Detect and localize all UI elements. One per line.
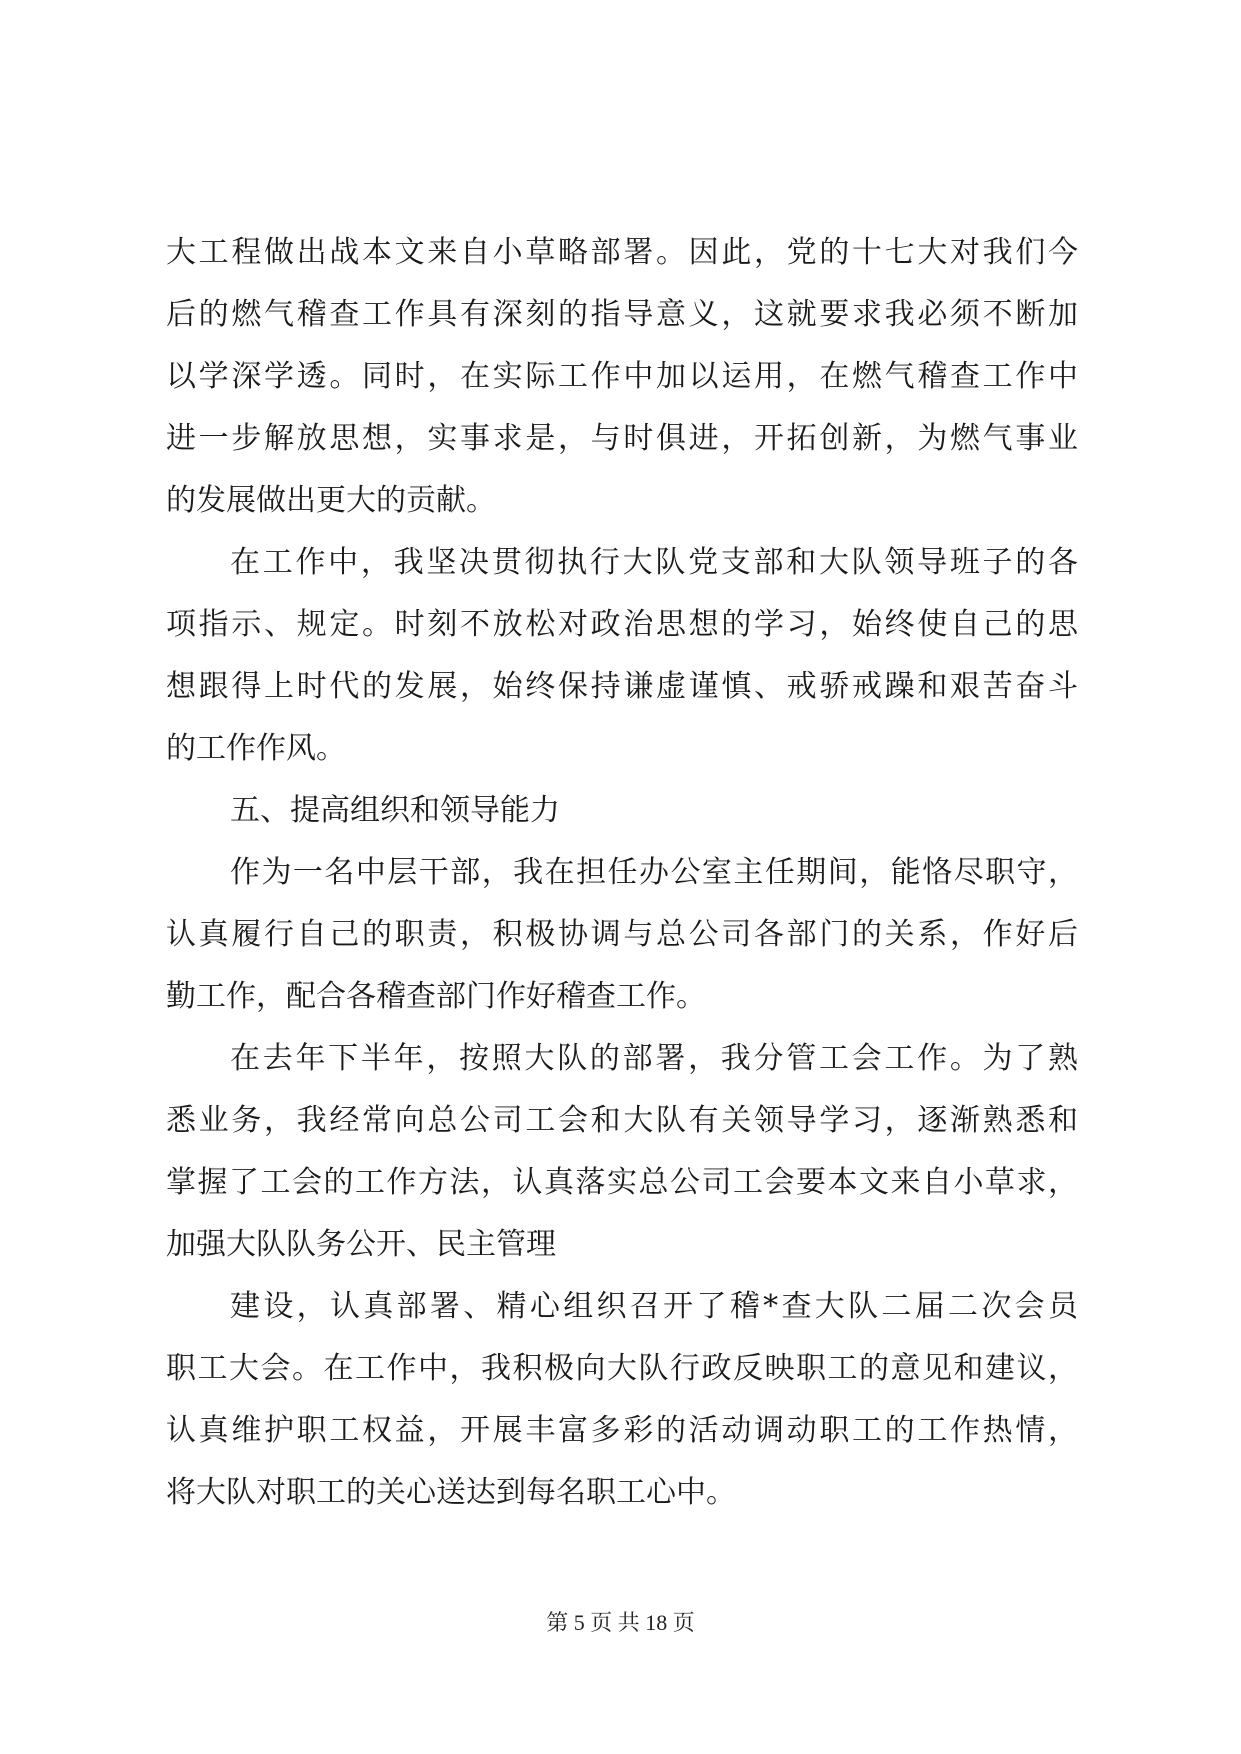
text-line: 进一步解放思想，实事求是，与时俱进，开拓创新，为燃气事业 [166, 421, 1078, 456]
text-line: 职工大会。在工作中，我积极向大队行政反映职工的意见和建议， [166, 1351, 1078, 1386]
text-line: 掌握了工会的工作方法，认真落实总公司工会要本文来自小草求， [166, 1165, 1078, 1200]
text-line: 建设，认真部署、精心组织召开了稽*查大队二届二次会员 [230, 1289, 1078, 1324]
text-line: 后的燃气稽查工作具有深刻的指导意义，这就要求我必须不断加 [166, 297, 1078, 332]
text-line: 将大队对职工的关心送达到每名职工心中。 [166, 1475, 736, 1510]
text-line: 的工作作风。 [166, 731, 346, 766]
text-line: 的发展做出更大的贡献。 [166, 483, 496, 518]
text-line: 想跟得上时代的发展，始终保持谦虚谨慎、戒骄戒躁和艰苦奋斗 [166, 669, 1078, 704]
text-line: 在工作中，我坚决贯彻执行大队党支部和大队领导班子的各 [230, 545, 1078, 580]
text-line: 认真维护职工权益，开展丰富多彩的活动调动职工的工作热情， [166, 1413, 1078, 1448]
text-line: 以学深学透。同时，在实际工作中加以运用，在燃气稽查工作中 [166, 359, 1078, 394]
text-line: 加强大队队务公开、民主管理 [166, 1227, 556, 1262]
text-line: 项指示、规定。时刻不放松对政治思想的学习，始终使自己的思 [166, 607, 1078, 642]
text-line: 作为一名中层干部，我在担任办公室主任期间，能恪尽职守， [230, 855, 1078, 890]
text-line: 五、提高组织和领导能力 [230, 793, 560, 828]
text-line: 悉业务，我经常向总公司工会和大队有关领导学习，逐渐熟悉和 [166, 1103, 1078, 1138]
text-line: 认真履行自己的职责，积极协调与总公司各部门的关系，作好后 [166, 917, 1078, 952]
page-footer: 第 5 页 共 18 页 [546, 1610, 695, 1635]
text-line: 大工程做出战本文来自小草略部署。因此，党的十七大对我们今 [166, 235, 1078, 270]
text-line: 在去年下半年，按照大队的部署，我分管工会工作。为了熟 [230, 1041, 1078, 1076]
document-body [166, 222, 1078, 1524]
text-line: 勤工作，配合各稽查部门作好稽查工作。 [166, 979, 706, 1014]
